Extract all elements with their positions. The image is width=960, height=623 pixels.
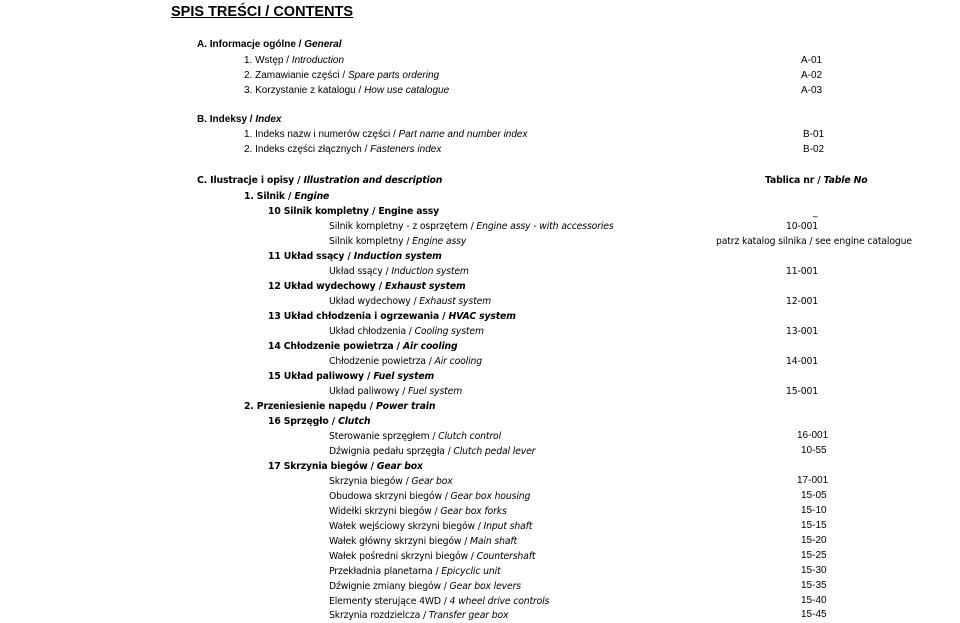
section-b-pl: B. Indeksy / [197,114,256,125]
entry-pl: Skrzynia biegów / [329,476,412,487]
toc-entry[interactable] [329,237,466,246]
page-code: A-01 [801,55,823,66]
toc-entry-a2[interactable] [244,71,439,81]
group-power-train [244,402,435,411]
section-a-en: General [304,39,342,50]
entry-pl: Dźwignie zmiany biegów / [329,581,450,592]
group-en: Engine [294,191,330,202]
toc-entry[interactable] [329,507,507,516]
entry-en: Spare parts ordering [347,70,440,81]
page-code: patrz katalog silnika / see engine catalogue [716,236,912,247]
entry-pl: 2. Indeks części złącznych / [244,144,371,155]
entry-en: Countershaft [476,551,536,562]
section-c-pl: C. Ilustracje i opisy / [197,175,304,186]
entry-en: How use catalogue [364,85,450,96]
toc-entry-b2[interactable] [244,145,441,155]
subgroup-15 [268,372,434,381]
section-b-en: Index [255,114,282,125]
page-code: 15-45 [801,609,827,620]
page-code: 12-001 [786,296,819,307]
entry-en: Introduction [291,55,345,66]
page-code: 16-001 [797,430,829,441]
group-en: Induction system [353,251,442,262]
entry-pl: Obudowa skrzyni biegów / [329,491,451,502]
entry-pl: Układ ssący / [329,266,392,277]
page-code: A-03 [801,85,823,96]
toc-entry[interactable] [329,387,462,396]
entry-en: Gear box [411,476,453,487]
toc-entry[interactable] [329,327,484,336]
entry-pl: Układ chłodzenia / [329,326,415,337]
group-en: Clutch [338,416,371,427]
subgroup-11 [268,252,442,261]
entry-pl: 3. Korzystanie z katalogu / [244,85,365,96]
table-header-en: Table No [823,175,868,186]
group-pl: 14 Chłodzenie powietrza / [268,341,403,352]
entry-pl: Chłodzenie powietrza / [329,356,435,367]
page-code: B-02 [803,144,825,155]
page-code: 15-20 [801,535,827,546]
entry-pl: Sterowanie sprzęgłem / [329,431,439,442]
subgroup-14 [268,342,457,351]
entry-pl: Elementy sterujące 4WD / [329,596,450,607]
entry-pl: Wałek pośredni skrzyni biegów / [329,551,477,562]
toc-entry[interactable] [329,297,491,306]
entry-en: Induction system [391,266,469,277]
page-code: 17-001 [797,475,829,486]
section-c-heading [197,176,442,185]
entry-en: Gear box housing [450,491,531,502]
group-en: Gear box [376,461,423,472]
section-c-en: Illustration and description [303,175,443,186]
group-pl: 2. Przeniesienie napędu / [244,401,376,412]
entry-pl: Dźwignia pedału sprzęgła / [329,446,454,457]
entry-en: Main shaft [469,536,517,547]
page-code: _ [813,207,818,218]
entry-en: 4 wheel drive controls [449,596,550,607]
entry-pl: Układ paliwowy / [329,386,409,397]
toc-entry[interactable] [329,357,482,366]
entry-en: Clutch control [438,431,502,442]
entry-en: Transfer gear box [428,610,509,621]
entry-en: Part name and number index [398,129,528,140]
entry-pl: 2. Zamawianie części / [244,70,348,81]
toc-entry[interactable] [329,537,517,546]
entry-en: Air cooling [434,356,483,367]
toc-entry-a3[interactable] [244,86,449,96]
group-en: Exhaust system [385,281,466,292]
page-code: 13-001 [786,326,819,337]
section-a-pl: A. Informacje ogólne / [197,39,305,50]
page-code: B-01 [803,129,825,140]
group-en: Fuel system [373,371,435,382]
toc-entry[interactable] [329,222,614,231]
page-code: 15-25 [801,550,827,561]
entry-pl: 1. Wstęp / [244,55,292,66]
entry-en: Exhaust system [419,296,492,307]
group-pl: 12 Układ wydechowy / [268,281,386,292]
toc-entry-b1[interactable] [244,130,527,140]
page-title: SPIS TREŚCI / CONTENTS [171,4,354,20]
subgroup-10: 10 Silnik kompletny / Engine assy [268,206,440,217]
section-b-heading [197,115,281,125]
entry-pl: Wałek wejściowy skrzyni biegów / [329,521,484,532]
subgroup-12 [268,282,466,291]
entry-en: Engine assy [412,236,467,247]
group-pl: 11 Układ ssący / [268,251,354,262]
group-pl: 13 Układ chłodzenia i ogrzewania / [268,311,449,322]
toc-entry[interactable] [329,582,521,591]
table-header-pl: Tablica nr / [765,175,824,186]
page-code: 15-35 [801,580,827,591]
page-code: A-02 [801,70,823,81]
page-code: 15-001 [786,386,819,397]
toc-entry[interactable] [329,447,535,456]
entry-pl: Widełki skrzyni biegów / [329,506,441,517]
entry-pl: Silnik kompletny - z osprzętem / [329,221,477,232]
entry-en: Cooling system [414,326,484,337]
page-code: 10-001 [786,221,819,232]
entry-en: Fasteners index [370,144,442,155]
entry-pl: 1. Indeks nazw i numerów części / [244,129,399,140]
group-pl: 17 Skrzynia biegów / [268,461,377,472]
page-code: 15-30 [801,565,827,576]
toc-entry[interactable] [329,477,453,486]
entry-en: Fuel system [408,386,463,397]
page-code: 15-15 [801,520,827,531]
subgroup-13 [268,312,516,321]
subgroup-17 [268,462,423,471]
entry-pl: Przekładnia planetarna / [329,566,442,577]
group-pl: 16 Sprzęgło / [268,416,339,427]
page-code: 14-001 [786,356,819,367]
toc-entry[interactable] [329,611,508,620]
group-en: Air cooling [402,341,458,352]
page-code: 15-10 [801,505,827,516]
toc-entry[interactable] [329,492,530,501]
group-en: HVAC system [448,311,516,322]
toc-entry[interactable] [329,597,549,606]
page-code: 15-40 [801,595,827,606]
toc-entry[interactable] [329,522,532,531]
toc-entry-a1[interactable] [244,56,344,66]
group-pl: 15 Układ paliwowy / [268,371,374,382]
toc-entry[interactable] [329,432,501,441]
entry-pl: Układ wydechowy / [329,296,420,307]
group-en: Power train [375,401,436,412]
page-code: 15-05 [801,490,827,501]
entry-pl: Skrzynia rozdzielcza / [329,610,429,621]
group-pl: 1. Silnik / [244,191,295,202]
entry-pl: Silnik kompletny / [329,236,413,247]
entry-pl: Wałek główny skrzyni biegów / [329,536,470,547]
toc-entry[interactable] [329,267,469,276]
toc-entry[interactable] [329,567,501,576]
group-engine [244,192,329,201]
entry-en: Clutch pedal lever [453,446,536,457]
table-number-header [765,176,867,185]
entry-en: Engine assy - with accessories [476,221,614,232]
section-a-heading [197,40,342,50]
subgroup-16 [268,417,370,426]
toc-entry[interactable] [329,552,535,561]
entry-en: Gear box levers [449,581,521,592]
entry-en: Epicyclic unit [441,566,501,577]
page-code: 11-001 [786,266,819,277]
entry-en: Input shaft [483,521,533,532]
page-code: 10-55 [801,445,827,456]
entry-en: Gear box forks [440,506,507,517]
